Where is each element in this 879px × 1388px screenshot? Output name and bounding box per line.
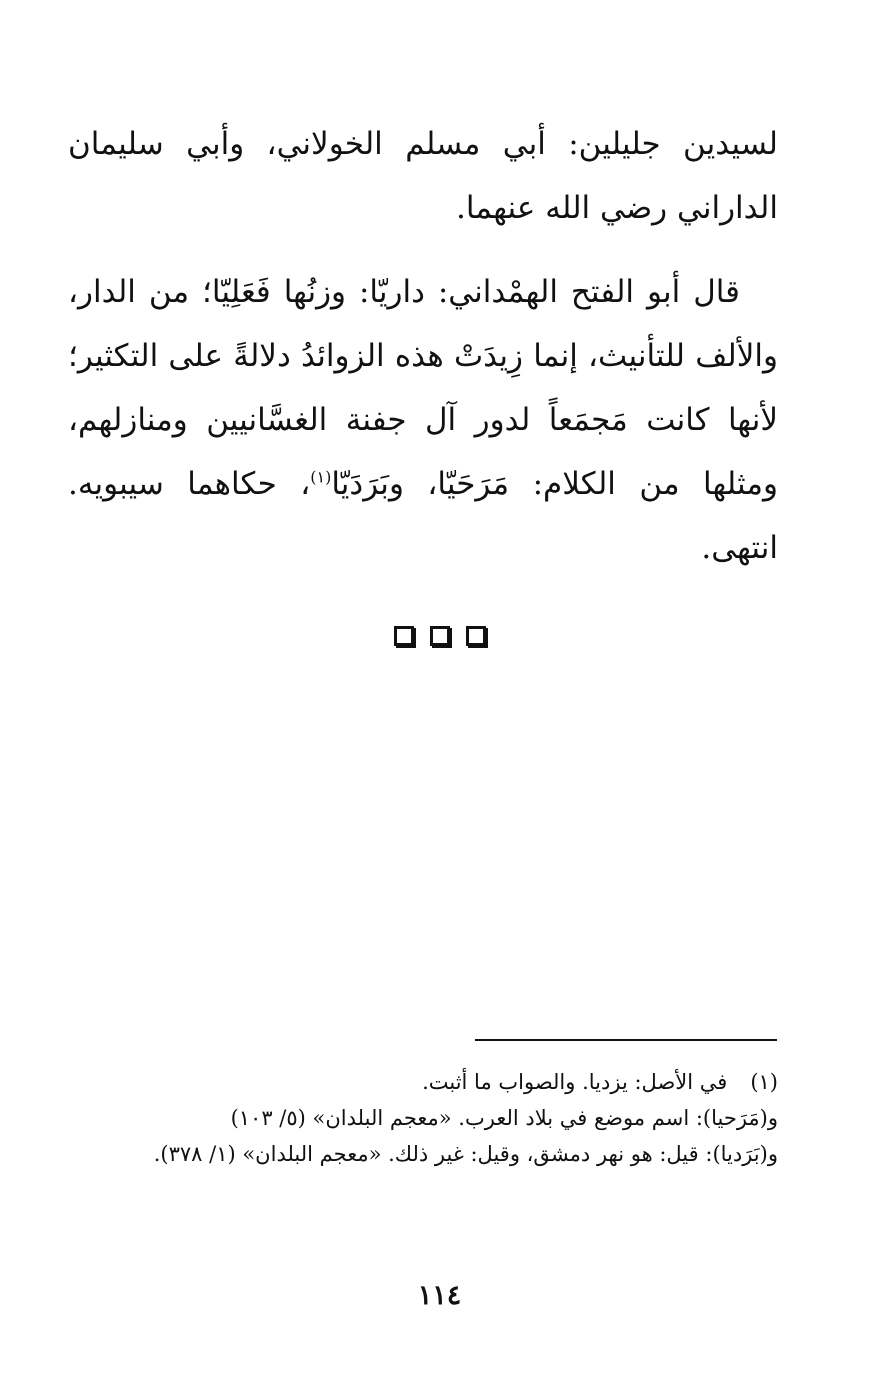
section-separator [0,626,879,646]
footnote-number: (١) [750,1070,778,1094]
footnote-2: و(مَرَحيا): اسم موضع في بلاد العرب. «معجم البلدان» (٥/ ١٠٣) [230,1106,778,1130]
separator-square-icon [466,626,486,646]
paragraph-2-ending: ، حكاهما سيبويه. انتهى. [68,466,778,566]
paragraph-2 [68,260,778,580]
paragraph-1: لسيدين جليلين: أبي مسلم الخولاني، وأبي سليمان الداراني رضي الله عنهما. [68,126,778,226]
main-text-block [68,112,778,580]
footnotes-block [68,1064,778,1172]
separator-square-icon [430,626,450,646]
separator-square-icon [394,626,414,646]
page-number: ١١٤ [417,1280,462,1311]
footnote-reference: (١) [310,467,332,487]
footnote-1-text: في الأصل: يزديا. والصواب ما أثبت. [422,1070,728,1094]
footnote-1 [68,1064,778,1100]
footnote-divider [475,1039,777,1041]
footnote-3: و(بَرَديا): قيل: هو نهر دمشق، وقيل: غير ذلك. «معجم البلدان» (١/ ٣٧٨). [153,1142,778,1166]
paragraph-2-text: قال أبو الفتح الهمْداني: داريّا: وزنُها فَعَلِيّا؛ من الدار، والألف للتأنيث، إنما زِيدَتْ هذه الزوائدُ دلالةً على التكثير؛ لأنها كانت مَجمَعاً لدور آل جفنة الغسَّانيين ومنازلهم، ومثلها من الكلام: مَرَحَيّا، وبَرَدَيّا [68,274,778,502]
